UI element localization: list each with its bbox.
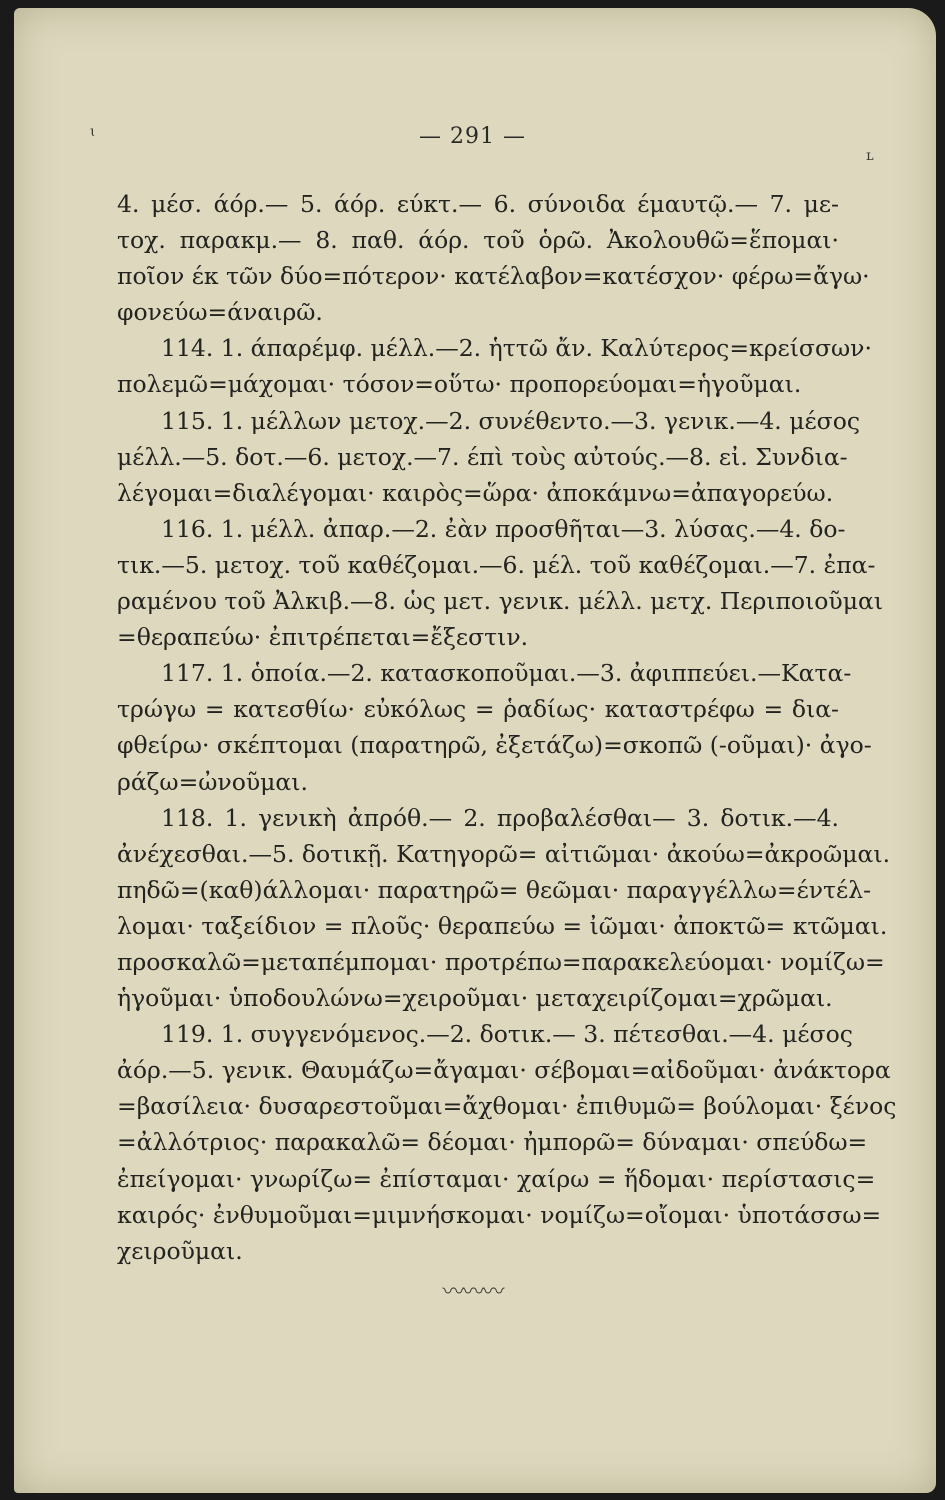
text-line: ραμένου τοῦ Ἀλκιβ.—8. ὡς μετ. γενικ. μέλλ. μετχ. Περιποιοῦμαι	[117, 587, 884, 616]
text-line: ἡγοῦμαι· ὑποδουλώνω=χειροῦμαι· μεταχειρίζομαι=χρῶμαι.	[117, 984, 833, 1013]
right-margin-mark: ʟ	[866, 148, 874, 164]
text-line: τοχ. παρακμ.— 8. παθ. άόρ. τοῦ ὁρῶ. Ἀκολουθῶ=ἕπομαι·	[117, 226, 839, 255]
text-line: μέλλ.—5. δοτ.—6. μετοχ.—7. έπὶ τοὺς αὐτούς.—8. εἰ. Συνδια-	[117, 442, 848, 471]
text-line: 116. 1. μέλλ. ἀπαρ.—2. ἐὰν προσθῆται—3. λύσας.—4. δο-	[161, 514, 846, 543]
text-line: 118. 1. γενικὴ ἀπρόθ.— 2. προβαλέσθαι— 3. δοτικ.—4.	[161, 803, 839, 832]
text-line: φθείρω· σκέπτομαι (παρατηρῶ, ἐξετάζω)=σκοπῶ (-οῦμαι)· ἀγο-	[117, 731, 872, 760]
left-margin-mark: ɩ	[90, 124, 96, 140]
answer-key-text	[117, 186, 897, 1269]
text-line: λέγομαι=διαλέγομαι· καιρὸς=ὥρα· ἀποκάμνω=ἀπαγορεύω.	[117, 478, 834, 507]
text-line: λομαι· ταξείδιον = πλοῦς· θεραπεύω = ἰῶμαι· ἀποκτῶ= κτῶμαι.	[117, 911, 888, 940]
text-line: 119. 1. συγγενόμενος.—2. δοτικ.— 3. πέτεσθαι.—4. μέσος	[161, 1020, 853, 1049]
closing-ornament: 〰〰〰	[442, 1280, 503, 1305]
text-line: καιρός· ἐνθυμοῦμαι=μιμνήσκομαι· νομίζω=οἴομαι· ὑποτάσσω=	[117, 1200, 882, 1229]
text-line: 117. 1. ὁποία.—2. κατασκοποῦμαι.—3. ἀφιππεύει.—Κατα-	[161, 659, 852, 688]
text-line: προσκαλῶ=μεταπέμπομαι· προτρέπω=παρακελεύομαι· νομίζω=	[117, 947, 885, 976]
text-line: ράζω=ὠνοῦμαι.	[117, 767, 308, 796]
text-line: χειροῦμαι.	[117, 1236, 243, 1265]
page-number: — 291 —	[419, 124, 526, 149]
text-line: =ἀλλότριος· παρακαλῶ= δέομαι· ἠμπορῶ= δύναμαι· σπεύδω=	[117, 1128, 868, 1157]
text-line: 114. 1. άπαρέμφ. μέλλ.—2. ἡττῶ ἄν. Καλύτερος=κρείσσων·	[161, 334, 872, 363]
text-line: τρώγω = κατεσθίω· εὐκόλως = ῥαδίως· καταστρέφω = δια-	[117, 695, 839, 724]
text-line: 4. μέσ. άόρ.— 5. άόρ. εύκτ.— 6. σύνοιδα έμαυτῷ.— 7. με-	[117, 190, 839, 218]
text-line: 115. 1. μέλλων μετοχ.—2. συνέθεντο.—3. γενικ.—4. μέσος	[161, 406, 861, 435]
text-line: ἀνέχεσθαι.—5. δοτικῇ. Κατηγορῶ= αἰτιῶμαι· ἀκούω=ἀκροῶμαι.	[117, 839, 891, 868]
text-line: =θεραπεύω· ἐπιτρέπεται=ἔξεστιν.	[117, 623, 529, 652]
text-line: ἐπείγομαι· γνωρίζω= ἐπίσταμαι· χαίρω = ἥδομαι· περίστασις=	[117, 1164, 876, 1193]
text-line: τικ.—5. μετοχ. τοῦ καθέζομαι.—6. μέλ. τοῦ καθέζομαι.—7. ἐπα-	[117, 550, 876, 579]
text-line: =βασίλεια· δυσαρεστοῦμαι=ἄχθομαι· ἐπιθυμῶ= βούλομαι· ξένος	[117, 1092, 897, 1121]
text-line: ποῖον έκ τῶν δύο=πότερον· κατέλαβον=κατέσχον· φέρω=ἄγω·	[117, 262, 870, 291]
text-line: πολεμῶ=μάχομαι· τόσον=οὕτω· προπορεύομαι=ἡγοῦμαι.	[117, 370, 802, 399]
text-line: φονεύω=άναιρῶ.	[117, 298, 323, 327]
text-line: ἀόρ.—5. γενικ. Θαυμάζω=ἄγαμαι· σέβομαι=αἰδοῦμαι· ἀνάκτορα	[117, 1056, 891, 1085]
text-line: πηδῶ=(καθ)άλλομαι· παρατηρῶ= θεῶμαι· παραγγέλλω=έντέλ-	[117, 875, 872, 904]
